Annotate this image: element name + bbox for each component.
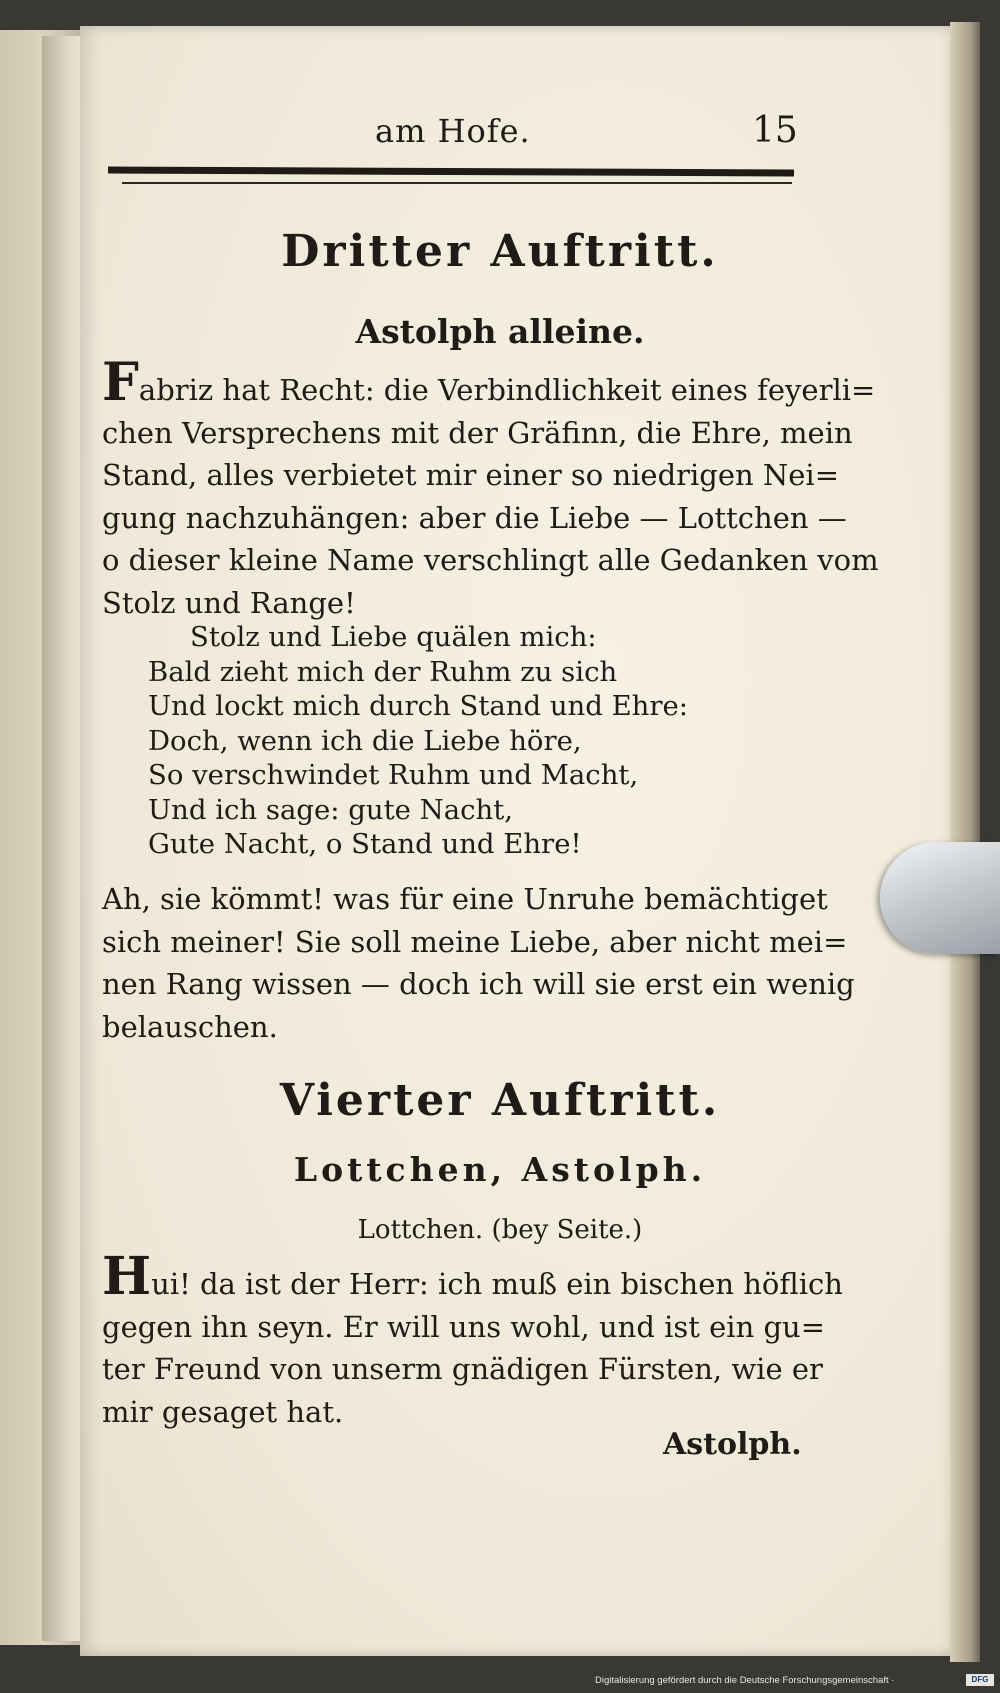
header-rule-thin xyxy=(122,182,792,184)
prose-line: gegen ihn seyn. Er will uns wohl, und ist ein gu= xyxy=(102,1309,826,1344)
prose-line: gung nachzuhängen: aber die Liebe — Lottchen — xyxy=(102,500,847,535)
digitization-credit: Digitalisierung gefördert durch die Deutsche Forschungsgemeinschaft · xyxy=(595,1675,895,1686)
prose-line: nen Rang wissen — doch ich will sie erst ein wenig xyxy=(102,967,855,1001)
verse-line: Stolz und Liebe quälen mich: xyxy=(190,621,597,653)
dropcap: F xyxy=(102,352,139,413)
prose-line: Stand, alles verbietet mir einer so niedrigen Nei= xyxy=(102,458,840,492)
page-holder-clip xyxy=(880,842,1000,954)
scene-title-fourth: Vierter Auftritt. xyxy=(279,1075,721,1126)
prose-line: o dieser kleine Name verschlingt alle Gedanken vom xyxy=(102,543,879,577)
verse-line: Gute Nacht, o Stand und Ehre! xyxy=(148,828,582,860)
verse-line: Bald zieht mich der Ruhm zu sich xyxy=(148,655,618,688)
characters-heading: Lottchen, Astolph. xyxy=(293,1150,707,1189)
catchword: Astolph. xyxy=(663,1427,802,1462)
prose-line: Hui! da ist der Herr: ich muß ein bischen höflich xyxy=(102,1246,843,1307)
scene4-prose xyxy=(102,1246,843,1433)
scene3-prose xyxy=(102,352,879,624)
verse-line: Doch, wenn ich die Liebe höre, xyxy=(148,724,582,757)
prose-line: ter Freund von unserm gnädigen Fürsten, wie er xyxy=(102,1352,823,1386)
prose-line: Fabriz hat Recht: die Verbindlichkeit eines feyerli= xyxy=(102,352,876,413)
running-title: am Hofe. xyxy=(375,112,531,150)
prose-line: mir gesaget hat. xyxy=(102,1394,344,1429)
verse-line: Und ich sage: gute Nacht, xyxy=(148,793,514,826)
scene3-closing-prose xyxy=(102,878,855,1048)
page-number: 15 xyxy=(752,110,798,151)
verse-line: Und lockt mich durch Stand und Ehre: xyxy=(148,690,689,722)
prose-line: chen Versprechens mit der Gräfinn, die Ehre, mein xyxy=(102,415,853,450)
speaker-heading: Astolph alleine. xyxy=(355,312,645,351)
prose-line: Ah, sie kömmt! was für eine Unruhe bemächtiget xyxy=(102,882,828,916)
verse-line: So verschwindet Ruhm und Macht, xyxy=(148,759,639,791)
dropcap: H xyxy=(102,1246,152,1307)
stage-direction: Lottchen. (bey Seite.) xyxy=(357,1215,643,1245)
scene-title-third: Dritter Auftritt. xyxy=(281,226,719,277)
prose-line: belauschen. xyxy=(102,1009,278,1044)
prose-line: sich meiner! Sie soll meine Liebe, aber nicht mei= xyxy=(102,924,848,959)
prose-line: Stolz und Range! xyxy=(102,585,356,620)
verse-block xyxy=(148,620,688,862)
dfg-logo: DFG xyxy=(966,1674,994,1686)
